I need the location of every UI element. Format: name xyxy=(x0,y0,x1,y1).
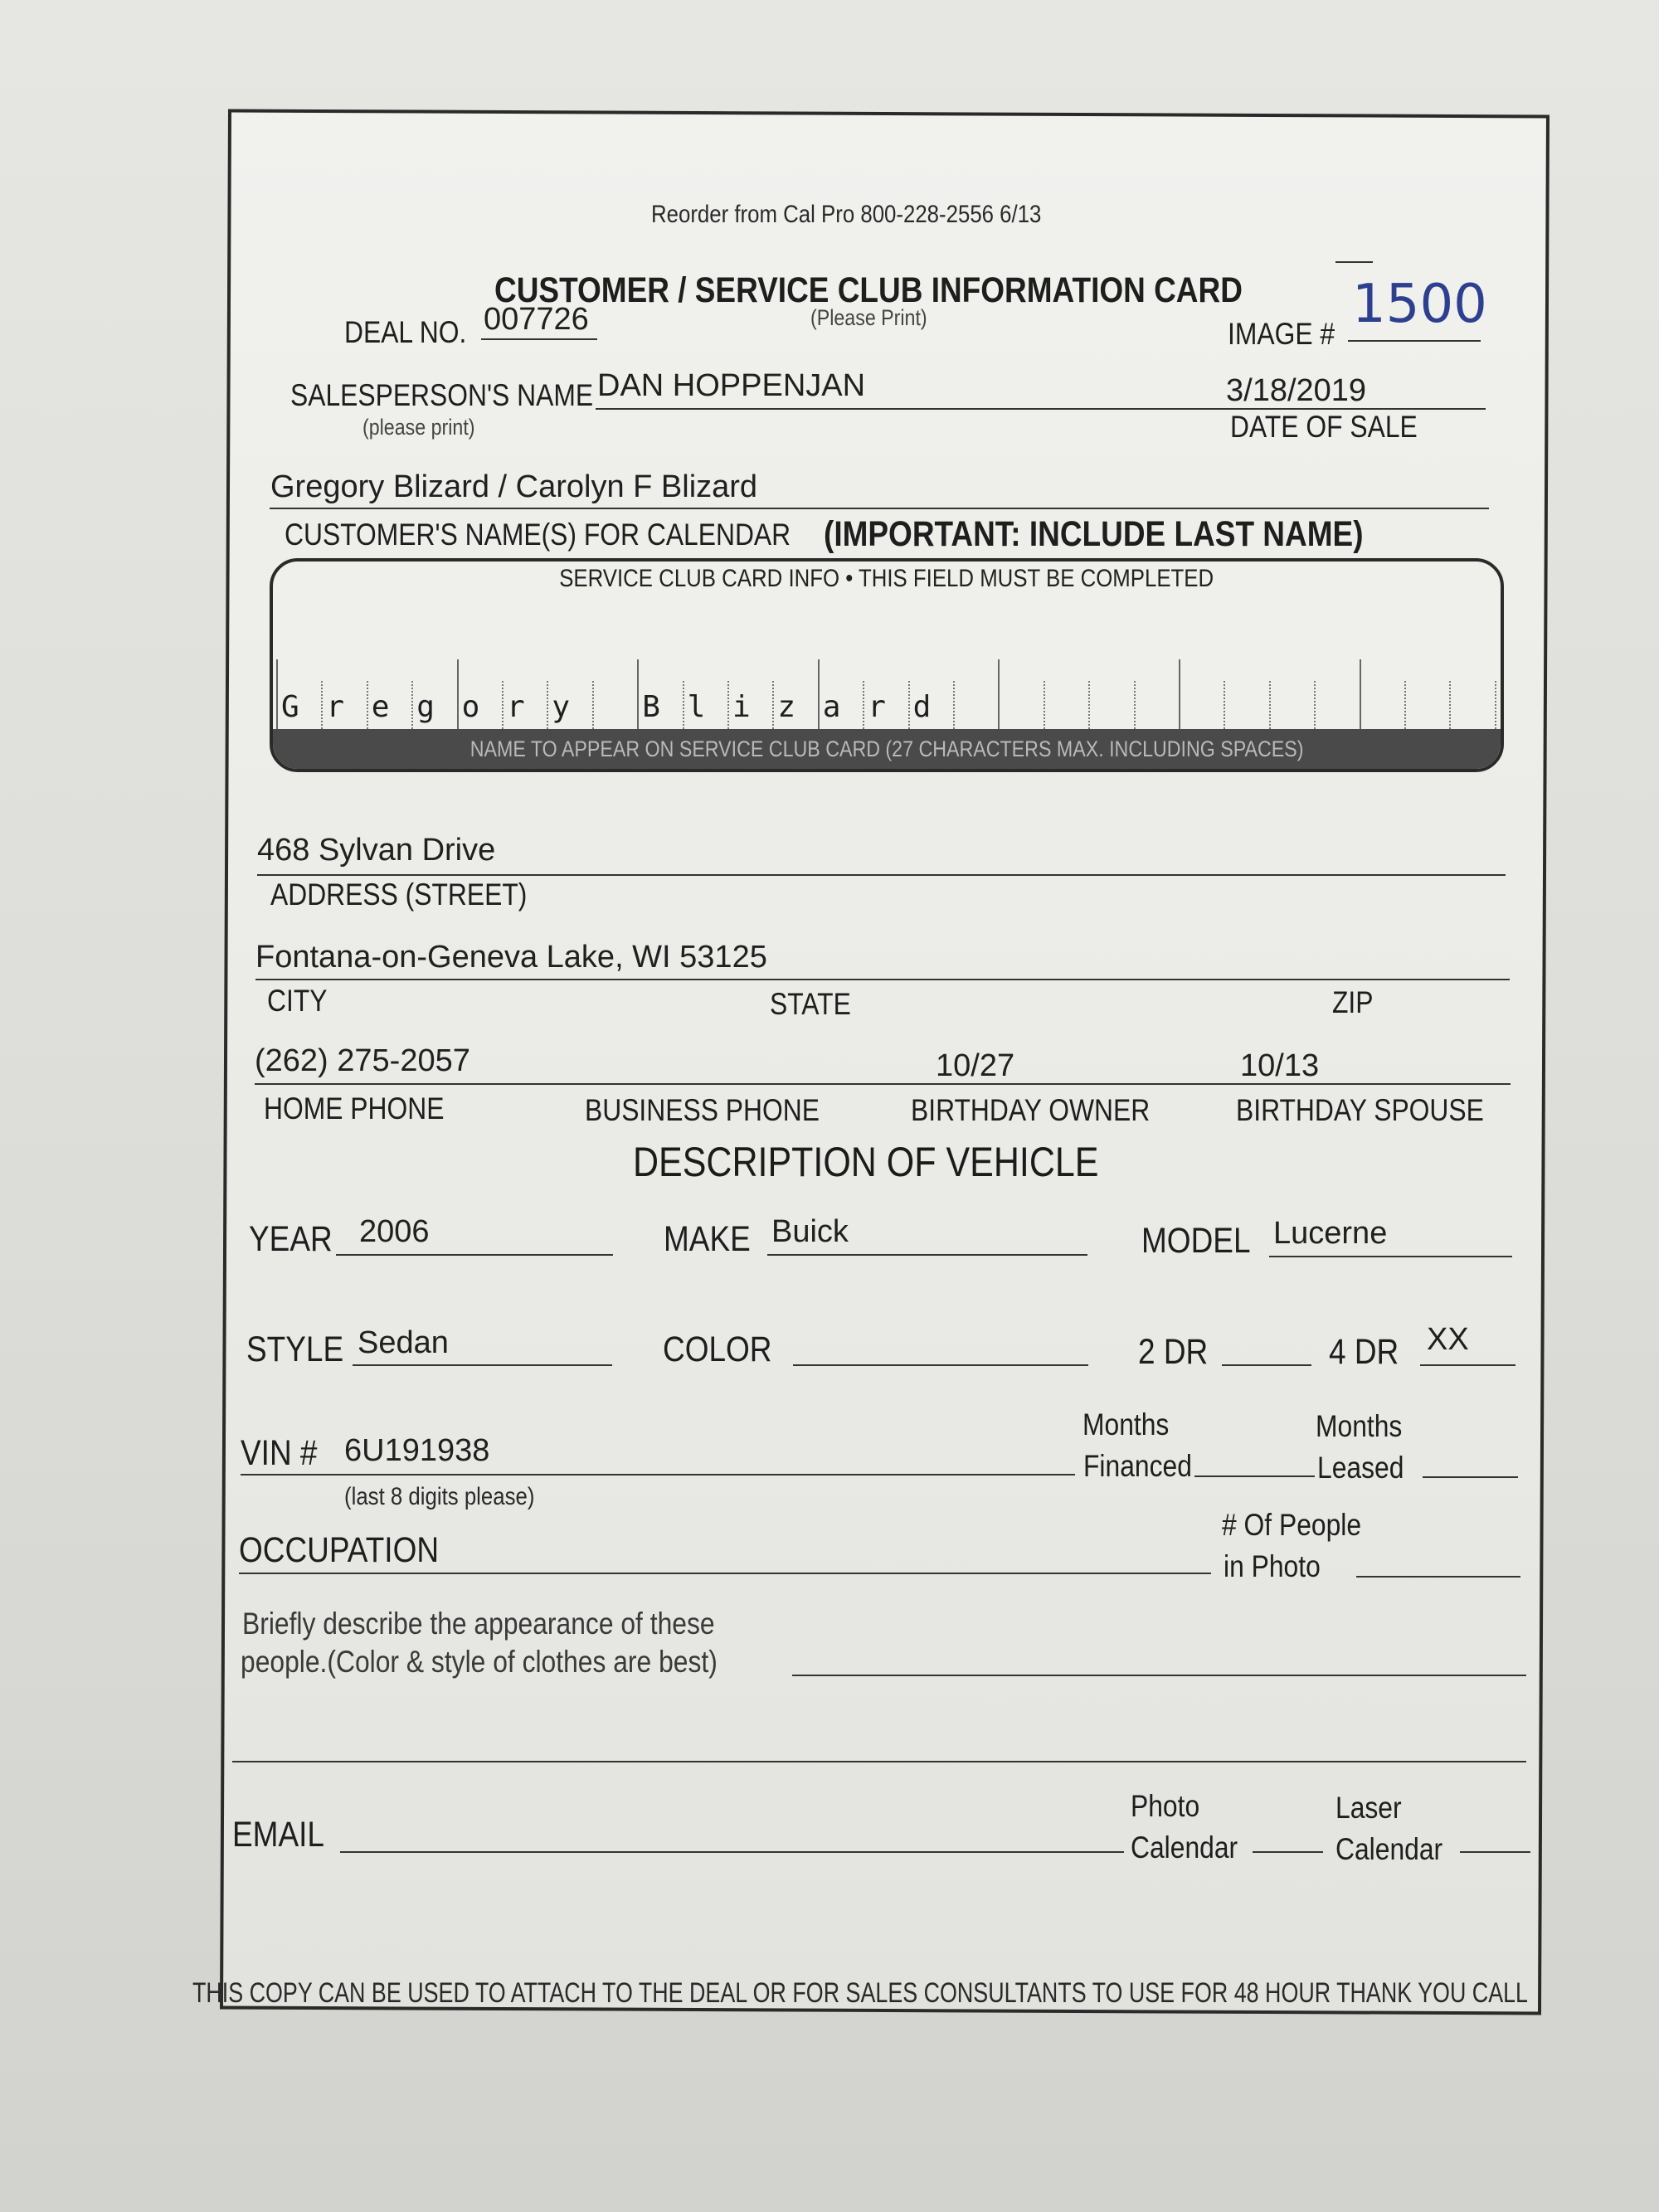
describe-line-2 xyxy=(232,1761,1526,1762)
year-value[interactable]: 2006 xyxy=(359,1214,430,1249)
card-title: CUSTOMER / SERVICE CLUB INFORMATION CARD xyxy=(494,270,1243,310)
city-label: CITY xyxy=(267,984,328,1018)
char-box-divider xyxy=(727,681,729,729)
vehicle-heading: DESCRIPTION OF VEHICLE xyxy=(633,1139,1099,1185)
char-box-divider xyxy=(953,681,955,729)
vin-sublabel: (last 8 digits please) xyxy=(344,1483,535,1510)
photo-calendar-label-2: Calendar xyxy=(1131,1830,1238,1864)
char-box-letter[interactable]: l xyxy=(687,690,706,724)
style-label: STYLE xyxy=(246,1330,344,1369)
birthday-owner-label: BIRTHDAY OWNER xyxy=(911,1093,1151,1127)
char-box-divider xyxy=(772,681,774,729)
people-in-photo-label-1: # Of People xyxy=(1222,1508,1362,1542)
char-box-divider xyxy=(411,681,413,729)
months-financed-label-1: Months xyxy=(1082,1407,1170,1441)
char-box-letter[interactable]: B xyxy=(642,690,660,724)
please-print-note: (Please Print) xyxy=(810,305,927,330)
make-value[interactable]: Buick xyxy=(771,1214,849,1249)
business-phone-label: BUSINESS PHONE xyxy=(585,1093,820,1127)
home-phone-value[interactable]: (262) 275-2057 xyxy=(255,1043,470,1078)
four-door-value[interactable]: XX xyxy=(1427,1322,1469,1357)
char-box-divider xyxy=(908,681,910,729)
color-label: COLOR xyxy=(663,1330,772,1369)
char-box-divider xyxy=(998,659,1000,729)
style-value[interactable]: Sedan xyxy=(358,1325,449,1360)
char-box-divider xyxy=(276,659,278,729)
leased-line xyxy=(1423,1476,1518,1478)
top-right-dash xyxy=(1335,261,1373,263)
model-value[interactable]: Lucerne xyxy=(1273,1216,1388,1251)
reorder-text: Reorder from Cal Pro 800-228-2556 6/13 xyxy=(651,201,1042,228)
two-door-label: 2 DR xyxy=(1138,1332,1209,1372)
two-door-line xyxy=(1222,1364,1311,1366)
char-box-letter[interactable]: g xyxy=(416,690,435,724)
char-box-divider xyxy=(547,681,548,729)
birthday-owner-value[interactable]: 10/27 xyxy=(936,1048,1015,1083)
describe-line-1 xyxy=(792,1675,1526,1676)
image-label: IMAGE # xyxy=(1228,317,1335,351)
char-box-divider xyxy=(683,681,684,729)
people-in-photo-label-2: in Photo xyxy=(1224,1549,1321,1583)
char-box-divider xyxy=(1269,681,1271,729)
model-line xyxy=(1269,1256,1512,1257)
laser-calendar-label-1: Laser xyxy=(1335,1791,1402,1825)
char-box-letter[interactable]: a xyxy=(822,690,841,724)
zip-label: ZIP xyxy=(1332,985,1374,1019)
char-box-divider xyxy=(1449,681,1451,729)
service-club-card-field xyxy=(270,558,1504,772)
phone-line xyxy=(255,1083,1511,1085)
salesperson-value[interactable]: DAN HOPPENJAN xyxy=(597,368,866,403)
months-leased-label-2: Leased xyxy=(1317,1451,1404,1485)
char-box-divider xyxy=(1088,681,1090,729)
char-box-divider xyxy=(1360,659,1361,729)
customer-names-line xyxy=(270,508,1489,509)
char-box-letter[interactable]: e xyxy=(371,690,390,724)
char-box-divider xyxy=(1224,681,1225,729)
vin-line xyxy=(241,1474,1075,1475)
character-boxes[interactable] xyxy=(273,659,1501,729)
customer-names-label: CUSTOMER'S NAME(S) FOR CALENDAR xyxy=(285,518,791,552)
char-box-divider xyxy=(637,659,639,729)
birthday-spouse-value[interactable]: 10/13 xyxy=(1240,1048,1320,1083)
home-phone-label: HOME PHONE xyxy=(264,1091,445,1125)
months-leased-label-1: Months xyxy=(1316,1409,1403,1443)
date-of-sale-value[interactable]: 3/18/2019 xyxy=(1226,373,1367,408)
char-box-letter[interactable]: r xyxy=(326,690,345,724)
char-box-divider xyxy=(502,681,504,729)
street-line xyxy=(257,874,1506,876)
financed-line xyxy=(1194,1475,1315,1477)
char-box-letter[interactable]: r xyxy=(507,690,525,724)
service-club-band: NAME TO APPEAR ON SERVICE CLUB CARD (27 CHARACTERS MAX. INCLUDING SPACES) xyxy=(273,729,1501,769)
people-in-photo-line xyxy=(1356,1576,1520,1578)
deal-value[interactable]: 007726 xyxy=(484,302,589,337)
street-value[interactable]: 468 Sylvan Drive xyxy=(257,833,496,868)
laser-calendar-line xyxy=(1460,1851,1530,1853)
char-box-divider xyxy=(1044,681,1045,729)
deal-line xyxy=(481,338,597,340)
year-label: YEAR xyxy=(249,1219,333,1259)
char-box-letter[interactable]: i xyxy=(732,690,751,724)
important-note: (IMPORTANT: INCLUDE LAST NAME) xyxy=(824,514,1364,554)
char-box-letter[interactable]: r xyxy=(868,690,886,724)
email-label: EMAIL xyxy=(232,1815,324,1855)
deal-label: DEAL NO. xyxy=(344,315,467,349)
salesperson-label: SALESPERSON'S NAME xyxy=(290,378,594,412)
char-box-divider xyxy=(1404,681,1406,729)
city-value[interactable]: Fontana-on-Geneva Lake, WI 53125 xyxy=(255,940,767,975)
year-line xyxy=(336,1254,613,1256)
char-box-divider xyxy=(592,681,594,729)
image-value[interactable]: 1500 xyxy=(1352,274,1487,335)
photo-calendar-label-1: Photo xyxy=(1131,1789,1200,1823)
laser-calendar-label-2: Calendar xyxy=(1335,1832,1443,1866)
email-line xyxy=(340,1851,1124,1853)
salesperson-sublabel: (please print) xyxy=(362,415,475,440)
char-box-divider xyxy=(1179,659,1180,729)
char-box-divider xyxy=(1134,681,1136,729)
service-club-heading: SERVICE CLUB CARD INFO • THIS FIELD MUST BE COMPLETED xyxy=(559,565,1214,592)
style-line xyxy=(353,1364,612,1366)
birthday-spouse-label: BIRTHDAY SPOUSE xyxy=(1236,1093,1484,1127)
char-box-divider xyxy=(1314,681,1316,729)
customer-names-value[interactable]: Gregory Blizard / Carolyn F Blizard xyxy=(270,469,758,504)
make-label: MAKE xyxy=(664,1219,751,1259)
describe-label-2: people.(Color & style of clothes are best) xyxy=(241,1645,718,1679)
months-financed-label-2: Financed xyxy=(1083,1449,1192,1483)
city-line xyxy=(255,979,1510,980)
char-box-divider xyxy=(457,659,459,729)
char-box-divider xyxy=(863,681,864,729)
describe-label-1: Briefly describe the appearance of these xyxy=(242,1607,715,1641)
char-box-letter[interactable]: o xyxy=(461,690,480,724)
char-box-letter[interactable]: y xyxy=(552,690,571,724)
state-label: STATE xyxy=(770,987,851,1021)
vin-value[interactable]: 6U191938 xyxy=(344,1433,490,1468)
char-box-divider xyxy=(818,659,820,729)
char-box-divider xyxy=(367,681,368,729)
four-door-line xyxy=(1420,1364,1515,1366)
char-box-letter[interactable]: d xyxy=(912,690,932,724)
image-line xyxy=(1348,340,1481,342)
make-line xyxy=(767,1254,1087,1256)
four-door-label: 4 DR xyxy=(1329,1332,1399,1372)
vin-label: VIN # xyxy=(241,1433,318,1473)
char-box-letter[interactable]: z xyxy=(777,690,796,724)
street-label: ADDRESS (STREET) xyxy=(270,878,528,912)
color-line xyxy=(793,1364,1088,1366)
char-box-divider xyxy=(1495,681,1496,729)
model-label: MODEL xyxy=(1141,1221,1251,1261)
photo-calendar-line xyxy=(1253,1851,1323,1853)
date-of-sale-label: DATE OF SALE xyxy=(1230,410,1418,444)
occupation-label: OCCUPATION xyxy=(239,1530,440,1570)
char-box-letter[interactable]: G xyxy=(281,690,299,724)
occupation-line xyxy=(239,1573,1211,1574)
char-box-divider xyxy=(321,681,323,729)
footer-note: THIS COPY CAN BE USED TO ATTACH TO THE DEAL OR FOR SALES CONSULTANTS TO USE FOR 48 HOUR THANK YOU CALL xyxy=(192,1977,1528,2009)
